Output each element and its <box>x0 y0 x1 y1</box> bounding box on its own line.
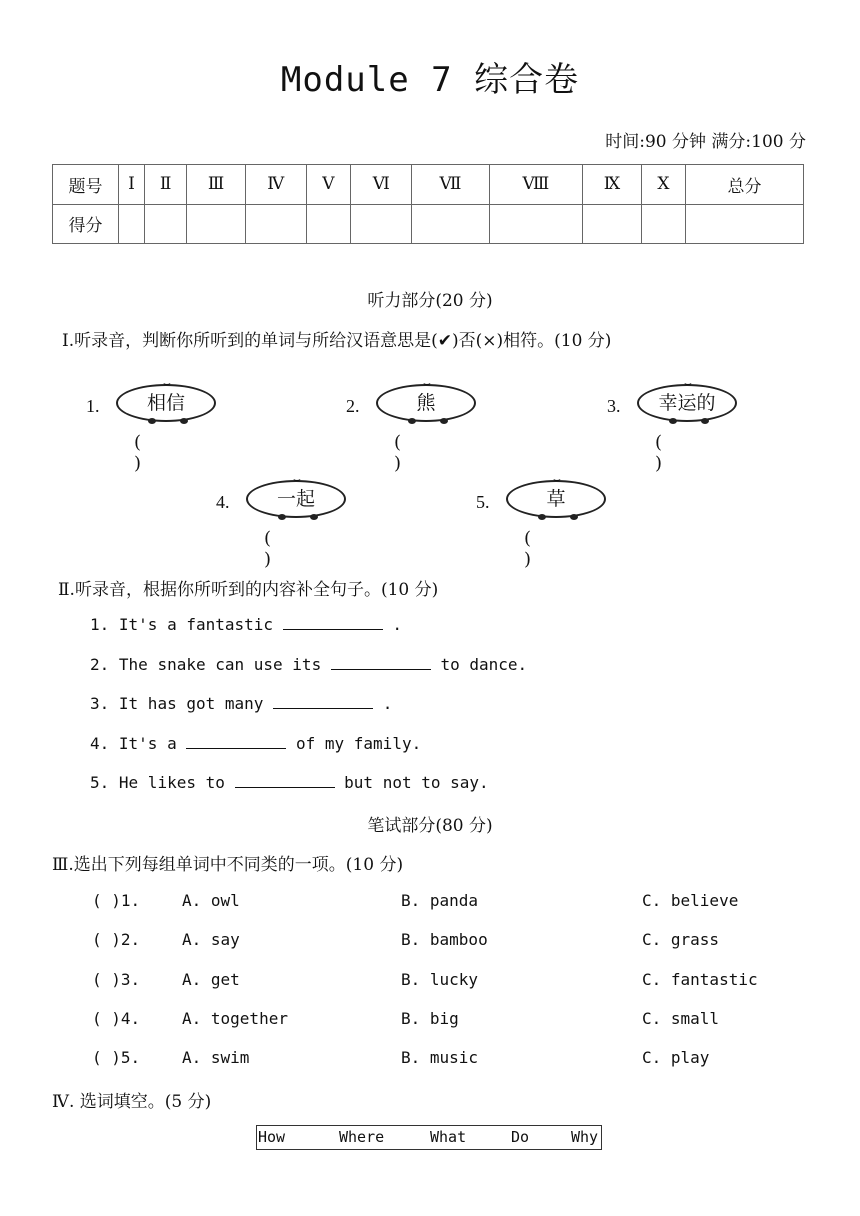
q2-text-before: It's a <box>118 734 177 753</box>
q2-number: 3. <box>90 694 110 713</box>
q3-row <box>92 1048 792 1070</box>
score-cell: Ⅵ <box>351 165 412 205</box>
score-row-label: 得分 <box>53 204 119 244</box>
q3-label[interactable]: ( )5. <box>92 1048 141 1067</box>
page-title: Module 7 综合卷 <box>280 60 580 100</box>
stem-icon: ⌣ <box>684 376 692 390</box>
q2-sentence <box>90 734 421 753</box>
q3-option-b: B. bamboo <box>401 930 488 949</box>
fill-blank[interactable] <box>283 615 383 630</box>
score-cell: Ⅶ <box>412 165 489 205</box>
q2-text-after: to dance. <box>440 655 528 674</box>
q1-item <box>476 472 646 570</box>
q2-text-after: . <box>392 615 402 634</box>
q2-sentence <box>90 655 527 674</box>
dot-icon <box>408 418 416 424</box>
dot-icon <box>440 418 448 424</box>
score-cell: Ⅲ <box>187 165 246 205</box>
q3-option-b: B. music <box>401 1048 479 1067</box>
q3-label[interactable]: ( )3. <box>92 970 141 989</box>
q2-text-after: . <box>382 694 393 713</box>
q2-text-after: but not to say. <box>344 773 489 792</box>
q3-option-b: B. big <box>401 1009 459 1028</box>
q1-item-number: 1. <box>86 396 100 416</box>
q3-option-c: C. small <box>642 1009 720 1028</box>
score-input-cell[interactable] <box>489 204 583 244</box>
stem-icon: ⌣ <box>163 376 171 390</box>
word-bank-item: What <box>430 1128 467 1146</box>
fill-blank[interactable] <box>273 694 373 709</box>
q3-heading: Ⅲ.选出下列每组单词中不同类的一项。(10 分) <box>52 855 404 875</box>
q1-item <box>346 376 516 474</box>
score-table-header-row <box>53 165 804 205</box>
dot-icon <box>310 514 318 520</box>
score-table-score-row <box>53 204 804 244</box>
q2-text-before: It's a fantastic <box>118 615 274 634</box>
score-input-cell[interactable] <box>412 204 489 244</box>
q4-heading: Ⅳ. 选词填空。(5 分) <box>52 1092 212 1112</box>
fill-blank[interactable] <box>235 773 335 788</box>
stem-icon: ⌣ <box>423 376 431 390</box>
answer-paren[interactable]: ( ) <box>394 432 442 474</box>
q2-text-after: of my family. <box>295 734 422 753</box>
q1-item <box>216 472 386 570</box>
answer-paren[interactable]: ( ) <box>134 432 182 474</box>
q3-option-a: A. swim <box>182 1048 250 1067</box>
q1-item <box>607 376 777 474</box>
q3-row <box>92 970 792 992</box>
score-cell: Ⅷ <box>489 165 583 205</box>
score-cell: Ⅸ <box>583 165 642 205</box>
q3-option-a: A. owl <box>182 891 240 910</box>
q3-label[interactable]: ( )4. <box>92 1009 141 1028</box>
word-bank <box>256 1125 602 1150</box>
q1-item-word: 幸运的 <box>658 392 716 414</box>
word-bank-item: Do <box>511 1128 530 1146</box>
stem-icon: ⌣ <box>553 472 561 486</box>
q1-item-word: 草 <box>546 488 566 510</box>
q1-heading: Ⅰ.听录音，判断你所听到的单词与所给汉语意思是(✔)否(×)相符。(10 分) <box>62 331 612 351</box>
q3-option-c: C. believe <box>642 891 739 910</box>
dot-icon <box>669 418 677 424</box>
q3-option-c: C. grass <box>642 930 720 949</box>
q3-label[interactable]: ( )2. <box>92 930 141 949</box>
word-oval <box>116 376 216 422</box>
score-input-cell[interactable] <box>145 204 187 244</box>
score-cell: Ⅱ <box>145 165 187 205</box>
word-oval <box>246 472 346 518</box>
score-cell: 总分 <box>685 165 803 205</box>
fill-blank[interactable] <box>186 734 286 749</box>
q3-option-a: A. say <box>182 930 240 949</box>
score-cell: Ⅹ <box>641 165 685 205</box>
q2-number: 1. <box>90 615 110 634</box>
q2-heading: Ⅱ.听录音，根据你所听到的内容补全句子。(10 分) <box>58 580 439 600</box>
word-bank-item: Where <box>339 1128 385 1146</box>
score-input-cell[interactable] <box>245 204 306 244</box>
q2-sentence <box>90 615 402 634</box>
word-oval <box>506 472 606 518</box>
q1-item-number: 4. <box>216 492 230 512</box>
word-bank-item: How <box>258 1128 286 1146</box>
q3-option-c: C. fantastic <box>642 970 758 989</box>
score-table <box>52 164 804 244</box>
q1-item-word: 熊 <box>416 392 436 414</box>
q2-text-before: The snake can use its <box>118 655 322 674</box>
score-cell: Ⅴ <box>306 165 351 205</box>
answer-paren[interactable]: ( ) <box>655 432 703 474</box>
q3-option-a: A. get <box>182 970 240 989</box>
word-oval <box>376 376 476 422</box>
written-section-header: 笔试部分(80 分) <box>367 816 493 836</box>
score-cell: 题号 <box>53 165 119 205</box>
dot-icon <box>180 418 188 424</box>
q3-label[interactable]: ( )1. <box>92 891 141 910</box>
q1-item-number: 2. <box>346 396 360 416</box>
score-input-cell[interactable] <box>187 204 246 244</box>
fill-blank[interactable] <box>331 655 431 670</box>
time-info: 时间:90 分钟 满分:100 分 <box>605 132 806 152</box>
score-cell: Ⅳ <box>245 165 306 205</box>
word-oval <box>637 376 737 422</box>
score-input-cell[interactable] <box>685 204 803 244</box>
q1-item <box>86 376 256 474</box>
dot-icon <box>701 418 709 424</box>
q2-text-before: It has got many <box>118 694 264 713</box>
dot-icon <box>538 514 546 520</box>
q3-option-b: B. panda <box>401 891 479 910</box>
answer-paren[interactable]: ( ) <box>264 528 312 570</box>
q3-option-b: B. lucky <box>401 970 479 989</box>
q3-row <box>92 891 792 913</box>
word-bank-item: Why <box>571 1128 599 1146</box>
q1-item-number: 5. <box>476 492 490 512</box>
q1-item-word: 一起 <box>276 488 315 510</box>
dot-icon <box>148 418 156 424</box>
q1-item-word: 相信 <box>146 392 185 414</box>
listening-section-header: 听力部分(20 分) <box>367 291 493 311</box>
dot-icon <box>278 514 286 520</box>
score-input-cell[interactable] <box>351 204 412 244</box>
q2-sentence <box>90 773 489 792</box>
q3-row <box>92 1009 792 1031</box>
stem-icon: ⌣ <box>293 472 301 486</box>
dot-icon <box>570 514 578 520</box>
q2-sentence <box>90 694 392 713</box>
score-input-cell[interactable] <box>583 204 642 244</box>
q3-option-a: A. together <box>182 1009 288 1028</box>
score-cell: Ⅰ <box>119 165 145 205</box>
q3-row <box>92 930 792 952</box>
q2-number: 4. <box>90 734 110 753</box>
q2-text-before: He likes to <box>118 773 225 792</box>
score-input-cell[interactable] <box>119 204 145 244</box>
q1-item-number: 3. <box>607 396 621 416</box>
q3-option-c: C. play <box>642 1048 710 1067</box>
q2-number: 5. <box>90 773 110 792</box>
answer-paren[interactable]: ( ) <box>524 528 572 570</box>
score-input-cell[interactable] <box>306 204 351 244</box>
q2-number: 2. <box>90 655 110 674</box>
score-input-cell[interactable] <box>641 204 685 244</box>
